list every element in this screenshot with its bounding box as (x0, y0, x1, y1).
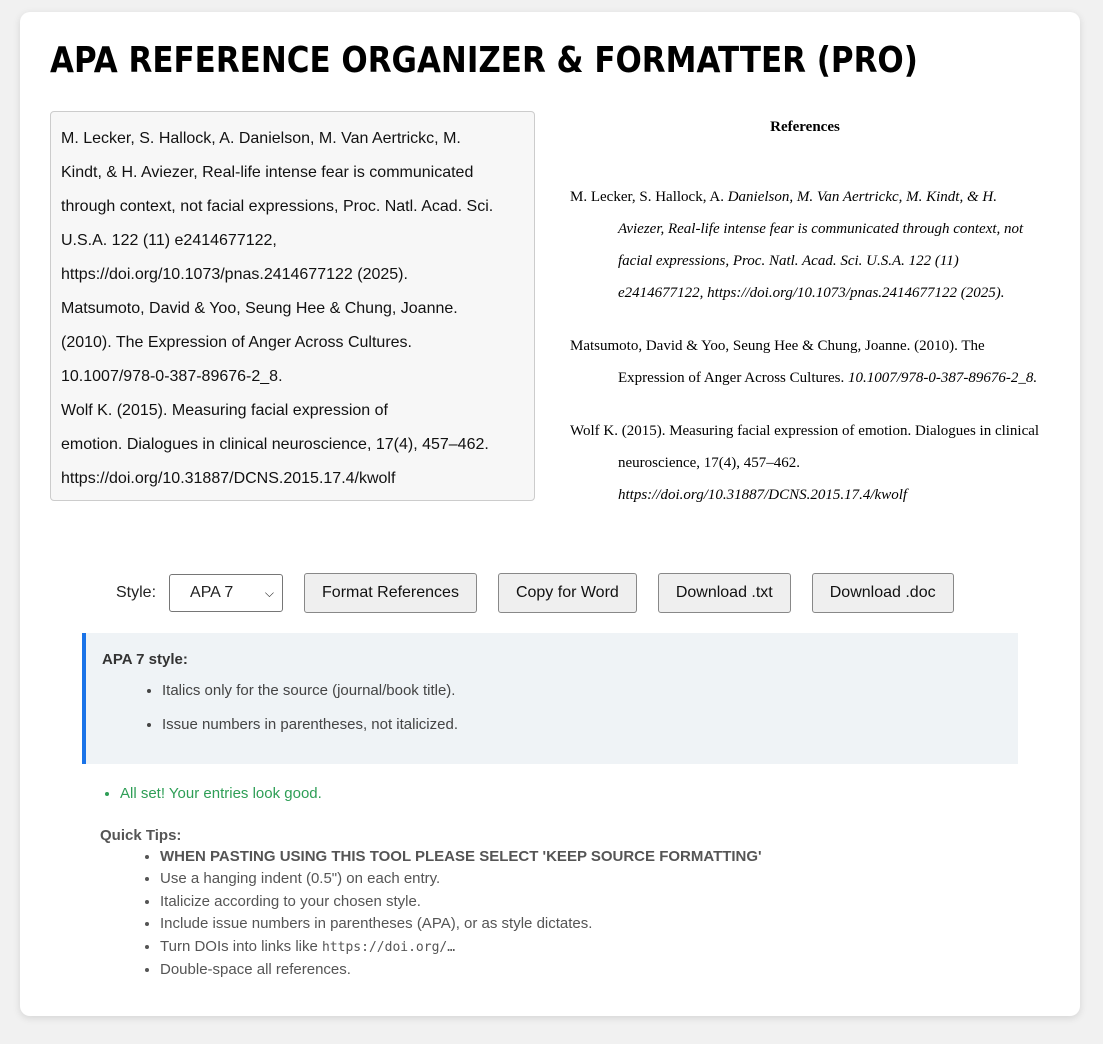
tip-item: • Double-space all references. (160, 959, 762, 981)
style-note-item: • Issue numbers in parentheses, not italicized. (162, 715, 1002, 735)
tip-item: • Include issue numbers in parentheses (APA), or as style dictates. (160, 913, 762, 935)
input-line: U.S.A. 122 (11) e2414677122, (61, 232, 277, 249)
style-note-title: APA 7 style: (102, 651, 188, 668)
page-title: APA REFERENCE ORGANIZER & FORMATTER (PRO) (50, 40, 918, 81)
download-doc-button[interactable]: Download .doc (812, 573, 954, 613)
reference-source-italic: https://doi.org/10.31887/DCNS.2015.17.4/kwolf (618, 487, 908, 503)
reference-source-italic: Danielson, M. Van Aertrickc, M. Kindt, & H. Aviezer, Real-life intense fear is communicated through context, not facial expressions, Proc. Natl. Acad. Sci. U.S.A. 122 (11) e2414677122, https://doi.org/10.1073/pnas.2414677122 (2025). (618, 189, 1024, 301)
reference-entry (570, 181, 1040, 309)
reference-input-area[interactable] (50, 111, 535, 501)
reference-entry (570, 415, 1040, 511)
reference-text: M. Lecker, S. Hallock, A. (570, 189, 728, 205)
style-select[interactable] (169, 574, 283, 612)
tip-item (160, 936, 762, 959)
quick-tips-title: Quick Tips: (100, 827, 182, 844)
input-line: M. Lecker, S. Hallock, A. Danielson, M. Van Aertrickc, M. (61, 130, 461, 147)
reference-source-italic: 10.1007/978-0-387-89676-2_8. (847, 370, 1038, 386)
input-line: (2010). The Expression of Anger Across Cultures. (61, 334, 412, 351)
tip-item: • WHEN PASTING USING THIS TOOL PLEASE SELECT 'KEEP SOURCE FORMATTING' (160, 846, 762, 868)
style-note (82, 633, 1018, 764)
style-select-value: APA 7 (190, 584, 234, 601)
quick-tips (100, 827, 762, 981)
format-references-button[interactable]: Format References (304, 573, 477, 613)
input-line: Wolf K. (2015). Measuring facial expression of (61, 402, 388, 419)
input-line: Kindt, & H. Aviezer, Real-life intense fear is communicated (61, 164, 474, 181)
copy-for-word-button[interactable]: Copy for Word (498, 573, 637, 613)
references-heading: References (770, 119, 840, 135)
style-note-list (102, 681, 1002, 735)
reference-text: Matsumoto, David & Yoo, Seung Hee & Chung, Joanne. (2010). The Expression of Anger Across Cultures. (570, 338, 985, 386)
doi-example: https://doi.org/… (322, 939, 456, 955)
input-line: https://doi.org/10.31887/DCNS.2015.17.4/kwolf (61, 470, 396, 487)
formatted-references-panel (570, 117, 1040, 532)
controls-bar (116, 573, 975, 613)
status-message: • All set! Your entries look good. (120, 785, 322, 802)
input-line: Matsumoto, David & Yoo, Seung Hee & Chung, Joanne. (61, 300, 458, 317)
tip-item: • Use a hanging indent (0.5") on each entry. (160, 868, 762, 890)
reference-text: Wolf K. (2015). Measuring facial expression of emotion. Dialogues in clinical neuroscience, 17(4), 457–462. (570, 423, 1040, 471)
chevron-down-icon: ⌵ (264, 585, 275, 600)
status-list (100, 785, 322, 802)
tip-item: • Italicize according to your chosen style. (160, 891, 762, 913)
input-line: https://doi.org/10.1073/pnas.2414677122 (2025). (61, 266, 408, 283)
download-txt-button[interactable]: Download .txt (658, 573, 791, 613)
input-line: through context, not facial expressions, Proc. Natl. Acad. Sci. (61, 198, 494, 215)
tip-text: Turn DOIs into links like (160, 937, 322, 955)
style-label: Style: (116, 584, 157, 601)
input-line: 10.1007/978-0-387-89676-2_8. (61, 368, 283, 385)
style-note-item: • Italics only for the source (journal/book title). (162, 681, 1002, 701)
input-line: emotion. Dialogues in clinical neuroscience, 17(4), 457–462. (61, 436, 489, 453)
main-card (20, 12, 1080, 1016)
reference-entry (570, 330, 1040, 394)
quick-tips-list (100, 846, 762, 981)
